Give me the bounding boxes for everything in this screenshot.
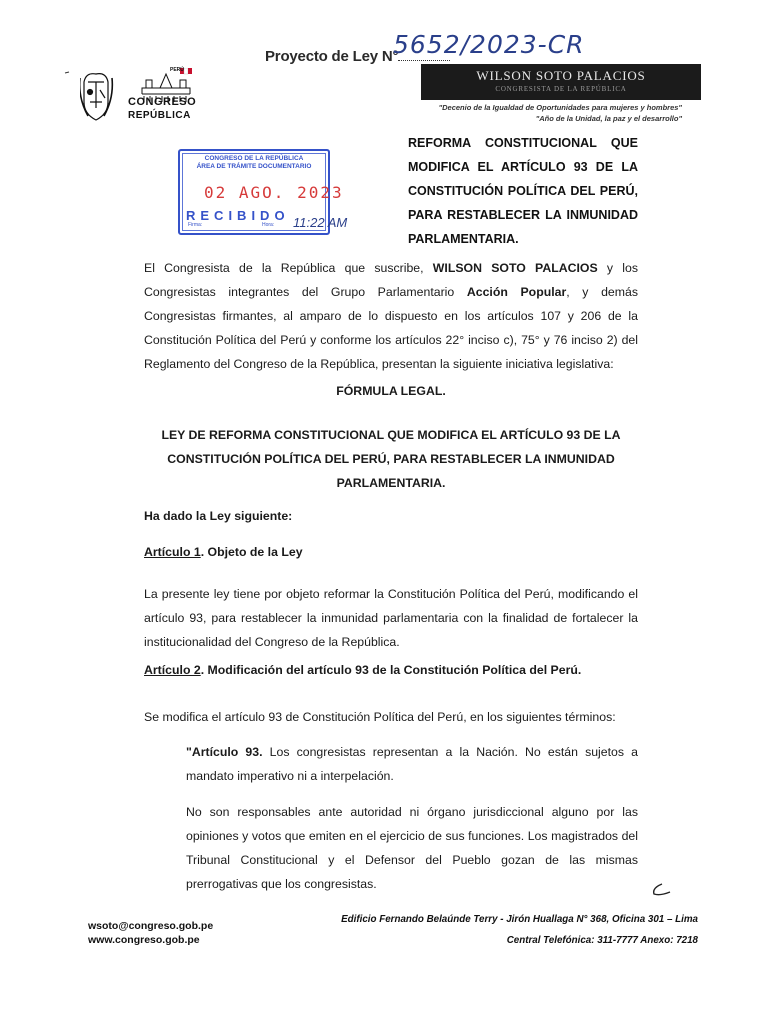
decenio-motto: "Decenio de la Igualdad de Oportunidades para mujeres y hombres" xyxy=(438,103,682,112)
anio-motto: "Año de la Unidad, la paz y el desarrollo" xyxy=(535,114,682,123)
stamp-signature-label: Firma: xyxy=(188,222,203,228)
logo-republica-label: REPÚBLICA xyxy=(128,110,191,121)
stamp-institution: CONGRESO DE LA REPÚBLICA xyxy=(204,155,304,162)
footer-website: www.congreso.gob.pe xyxy=(88,934,200,946)
congressman-subtitle: CONGRESISTA DE LA REPÚBLICA xyxy=(495,85,627,93)
article-93-paragraph-1: "Artículo 93. Los congresistas representan a la Nación. No están sujetos a mandato imperativo ni a interpelación. xyxy=(186,745,639,783)
ha-dado-line: Ha dado la Ley siguiente: xyxy=(144,509,293,523)
congressman-name: WILSON SOTO PALACIOS xyxy=(476,68,646,83)
stamp-received: RECIBIDO xyxy=(186,208,290,223)
footer-address: Edificio Fernando Belaúnde Terry - Jirón Huallaga N° 368, Oficina 301 – Lima xyxy=(341,914,698,925)
article-2-text: Se modifica el artículo 93 de Constitución Política del Perú, en los siguientes términos: xyxy=(144,710,616,724)
footer-email: wsoto@congreso.gob.pe xyxy=(88,920,214,932)
project-label: Proyecto de Ley N° xyxy=(265,48,450,65)
article-2-heading: Artículo 2. Modificación del artículo 93 de la Constitución Política del Perú. xyxy=(144,663,582,677)
stamp-area: ÁREA DE TRÁMITE DOCUMENTARIO xyxy=(196,163,312,170)
scan-mark-icon xyxy=(64,70,70,76)
stamp-time-label: Hora: xyxy=(262,222,275,228)
stamp-date: 02 AGO. 2023 xyxy=(204,183,344,202)
footer-phone: Central Telefónica: 311-7777 Anexo: 7218 xyxy=(506,935,698,946)
logo-congreso-label: CONGRESO xyxy=(128,96,197,108)
article-93-paragraph-2: No son responsables ante autoridad ni órgano jurisdiccional alguno por las opiniones y votos que emiten en el ejercicio de sus funciones. Los magistrados del Tribunal Constitucional y el Defensor del Pueblo gozan de las mismas prerrogativas que los congresistas. xyxy=(186,805,638,891)
parliamentary-group: Acción Popular xyxy=(466,285,567,299)
law-title: LEY DE REFORMA CONSTITUCIONAL QUE MODIFICA EL ARTÍCULO 93 DE LA CONSTITUCIÓN POLÍTICA DEL PERÚ, PARA RESTABLECER LA INMUNIDAD PARLAMENTARIA. xyxy=(161,428,621,490)
article-1-heading: Artículo 1. Objeto de la Ley xyxy=(144,545,303,559)
formula-legal-heading: FÓRMULA LEGAL. xyxy=(336,384,446,398)
handwritten-mark-icon xyxy=(648,878,674,900)
article-1-text: La presente ley tiene por objeto reformar la Constitución Política del Perú, modificando el artículo 93, para restablecer la inmunidad parlamentaria con la finalidad de fortalecer la institucionalidad del Congreso de la República. xyxy=(144,587,638,649)
congressman-name-inline: WILSON SOTO PALACIOS xyxy=(432,261,598,275)
logo-peru-label: PERÚ xyxy=(170,67,184,73)
document-title: REFORMA CONSTITUCIONAL QUE MODIFICA EL ARTÍCULO 93 DE LA CONSTITUCIÓN POLÍTICA DEL PERÚ, PARA RESTABLECER LA INMUNIDAD PARLAMENTARIA. xyxy=(408,136,638,246)
stamp-time: 11:22 AM xyxy=(293,215,348,230)
intro-paragraph: El Congresista de la República que suscribe, WILSON SOTO PALACIOS y los Congresistas integrantes del Grupo Parlamentario Acción Popular, y demás Congresistas firmantes, al amparo de lo dispuesto en los artículos 107 y 206 de la Constitución Política del Perú y conforme los artículos 22° inciso c), 75° y 76 inciso 2) del Reglamento del Congreso de la República, presentan la siguiente iniciativa legislativa: xyxy=(144,261,639,371)
project-number: 5652/2023-CR xyxy=(393,30,585,59)
